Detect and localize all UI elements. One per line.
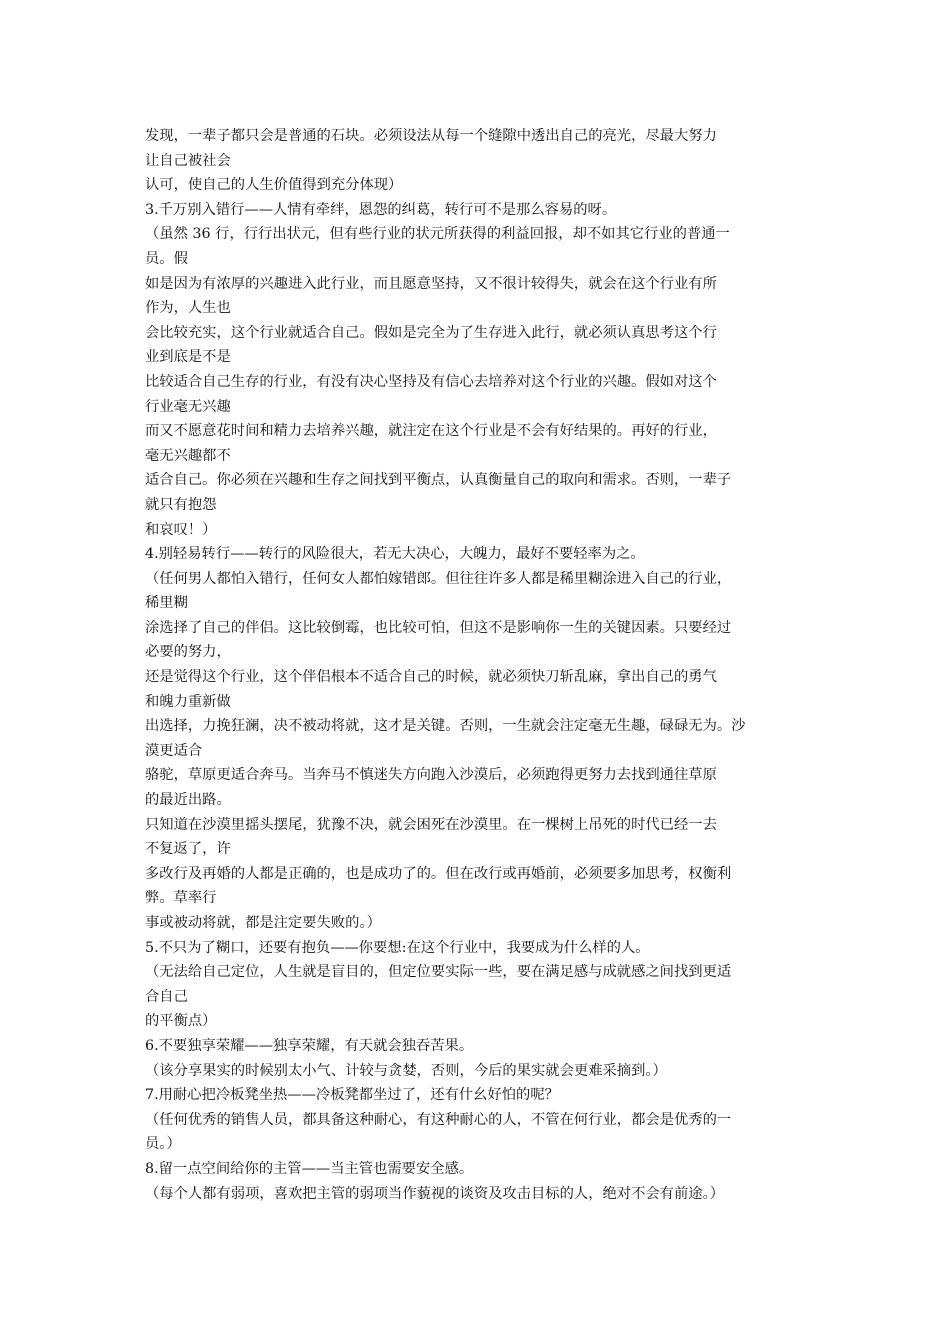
text-line: 行业毫无兴趣 [145, 398, 231, 415]
text-line: 和哀叹！） [145, 521, 217, 538]
text-line: 弊。草率行 [145, 890, 217, 907]
text-line: 稀里糊 [145, 595, 188, 612]
text-line: 而又不愿意花时间和精力去培养兴趣，就注定在这个行业是不会有好结果的。再好的行业， [145, 423, 717, 440]
text-line: 还是觉得这个行业，这个伴侣根本不适合自己的时候，就必须快刀斩乱麻，拿出自己的勇气 [145, 669, 717, 686]
text-line: 合自己 [145, 988, 188, 1005]
text-line: 发现，一辈子都只会是普通的石块。必须设法从每一个缝隙中透出自己的亮光，尽最大努力 [145, 128, 717, 144]
text-line: 出选择，力挽狂澜，决不被动将就，这才是关键。否则，一生就会注定毫无生趣，碌碌无为。沙 [145, 718, 746, 735]
text-line: 事或被动将就，都是注定要失败的。） [145, 915, 381, 931]
text-line: 漠更适合 [145, 742, 203, 759]
text-line: 5.不只为了糊口，还要有抱负——你要想:在这个行业中，我要成为什么样的人。 [145, 939, 650, 956]
text-line: （虽然 36 行，行行出状元，但有些行业的状元所获得的利益回报，却不如其它行业的普通一 [145, 226, 730, 243]
text-line: （无法给自己定位，人生就是盲目的，但定位要实际一些，要在满足感与成就感之间找到更适 [145, 964, 732, 981]
text-line: 让自己被社会 [145, 152, 231, 169]
text-line: （任何优秀的销售人员，都具备这种耐心，有这种耐心的人，不管在何行业，都会是优秀的一 [145, 1111, 732, 1128]
text-line: 业到底是不是 [145, 349, 231, 366]
text-line: 必要的努力， [145, 644, 231, 661]
text-line: 就只有抱怨 [145, 496, 217, 513]
text-line: 的最近出路。 [145, 792, 231, 809]
text-line: 7.用耐心把冷板凳坐热——冷板凳都坐过了，还有什幺好怕的呢？ [145, 1087, 559, 1104]
text-line: 3.千万别入错行——人情有牵绊，恩怨的纠葛，转行可不是那么容易的呀。 [145, 201, 617, 218]
text-line: 和魄力重新做 [145, 693, 231, 710]
text-line: 4.别轻易转行——转行的风险很大，若无大决心，大魄力，最好不要轻率为之。 [145, 546, 645, 563]
text-line: 6.不要独享荣耀——独享荣耀，有天就会独吞苦果。 [145, 1037, 474, 1054]
text-line: （任何男人都怕入错行，任何女人都怕嫁错郎。但往往许多人都是稀里糊涂进入自己的行业， [145, 570, 732, 587]
text-line: 多改行及再婚的人都是正确的，也是成功了的。但在改行或再婚前，必须要多加思考，权衡利 [145, 865, 732, 882]
text-line: 员。假 [145, 250, 188, 267]
text-line: 如是因为有浓厚的兴趣进入此行业，而且愿意坚持，又不很计较得失，就会在这个行业有所 [145, 275, 717, 292]
text-line: 的平衡点） [145, 1013, 217, 1030]
text-line: 8.留一点空间给你的主管——当主管也需要安全感。 [145, 1160, 474, 1177]
text-line: 比较适合自己生存的行业，有没有决心坚持及有信心去培养对这个行业的兴趣。假如对这个 [145, 373, 717, 390]
document-body [145, 124, 810, 1206]
text-line: 认可，使自己的人生价值得到充分体现） [145, 177, 403, 194]
text-line: 骆驼，草原更适合奔马。当奔马不慎迷失方向跑入沙漠后，必须跑得更努力去找到通往草原 [145, 767, 717, 784]
text-line: （该分享果实的时候别太小气、计较与贪婪，否则，今后的果实就会更难采摘到。） [145, 1062, 667, 1079]
text-line: 会比较充实，这个行业就适合自己。假如是完全为了生存进入此行，就必须认真思考这个行 [145, 324, 717, 341]
text-line: 适合自己。你必须在兴趣和生存之间找到平衡点，认真衡量自己的取向和需求。否则，一辈子 [145, 472, 732, 489]
text-line: 毫无兴趣都不 [145, 447, 231, 464]
text-line: 作为，人生也 [145, 300, 231, 317]
text-line: 涂选择了自己的伴侣。这比较倒霉，也比较可怕，但这不是影响你一生的关键因素。只要经过 [145, 619, 732, 636]
text-line: 员。） [145, 1136, 181, 1153]
text-line: 只知道在沙漠里摇头摆尾，犹豫不决，就会困死在沙漠里。在一棵树上吊死的时代已经一去 [145, 816, 717, 833]
text-line: 不复返了，许 [145, 841, 231, 858]
text-line: （每个人都有弱项，喜欢把主管的弱项当作藐视的谈资及攻击目标的人，绝对不会有前途。） [145, 1185, 725, 1202]
